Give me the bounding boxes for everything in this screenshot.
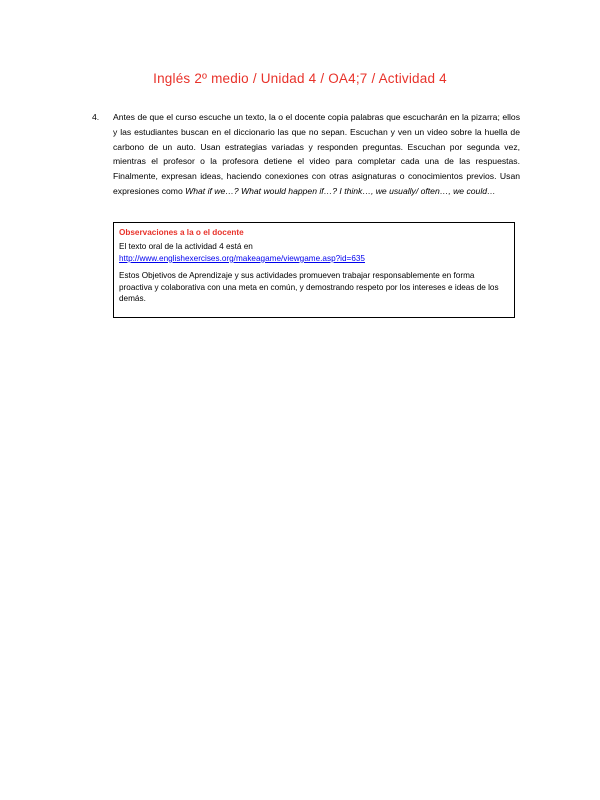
observations-source-label: El texto oral de la actividad 4 está en bbox=[119, 242, 253, 252]
activity-item bbox=[92, 110, 520, 199]
activity-description bbox=[113, 110, 520, 199]
activity-expressions: What if we…? What would happen if…? I think…, we usually/ often…, we could… bbox=[185, 185, 496, 196]
page-title: Inglés 2º medio / Unidad 4 / OA4;7 / Actividad 4 bbox=[153, 71, 447, 86]
observations-title: Observaciones a la o el docente bbox=[119, 228, 244, 237]
activity-body-text: Antes de que el curso escuche un texto, la o el docente copia palabras que escucharán en la pizarra; ellos y las estudiantes buscan en el diccionario las que no sepan. Escuchan y ven un video sobre la huella de carbono de un auto. Usan estrategias variadas y responden preguntas. Escuchan por segunda vez, mientras el profesor o la profesora detiene el video para completar cada una de las respuestas. Finalmente, expresan ideas, haciendo conexiones con otras asignaturas o conocimientos previos. Usan expresiones como bbox=[113, 112, 520, 196]
observations-link[interactable]: http://www.englishexercises.org/makeagame/viewgame.asp?id=635 bbox=[119, 253, 365, 263]
observations-paragraph: Estos Objetivos de Aprendizaje y sus actividades promueven trabajar responsablemente en forma proactiva y colaborativa con una meta en común, y demostrando respeto por los intereses e ideas de los demás. bbox=[119, 271, 499, 304]
activity-number: 4. bbox=[92, 112, 100, 122]
observations-box bbox=[113, 222, 515, 318]
